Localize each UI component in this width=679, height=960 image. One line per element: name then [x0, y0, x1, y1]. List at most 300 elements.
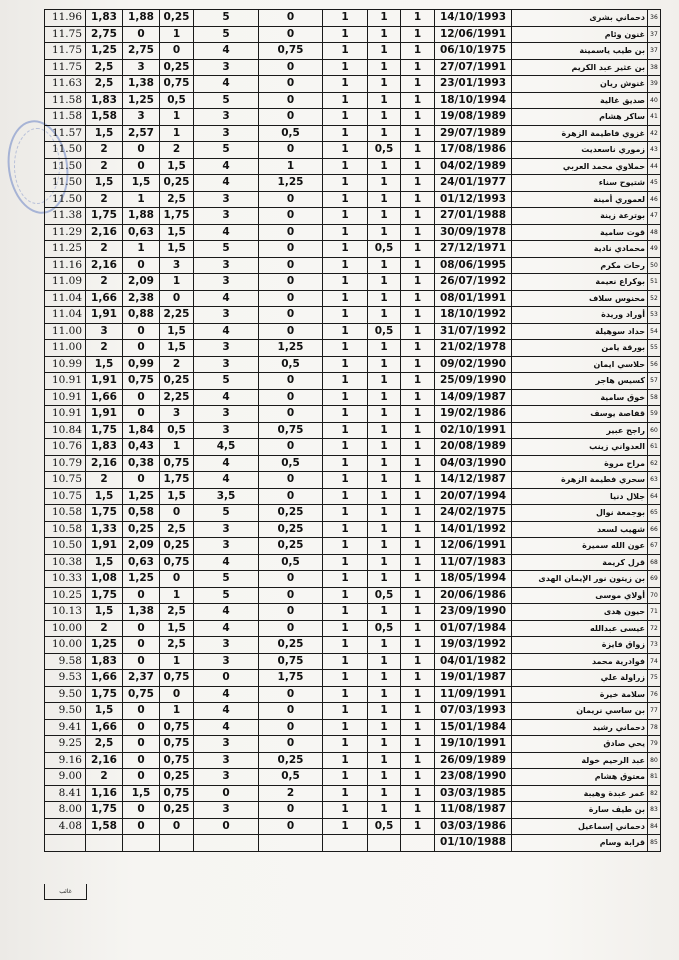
score-cell: 0,5 — [368, 620, 401, 637]
score-cell: 5 — [194, 373, 259, 390]
name-cell: حلاسي ايمان — [512, 356, 648, 373]
score-cell: 1 — [401, 406, 435, 423]
row-number-cell: 84 — [648, 818, 661, 835]
score-cell: 0,5 — [368, 818, 401, 835]
average-cell: 8.41 — [45, 785, 86, 802]
row-number-cell: 37 — [648, 43, 661, 60]
score-cell: 0 — [123, 752, 160, 769]
score-cell: 1 — [323, 719, 368, 736]
row-number-cell: 75 — [648, 670, 661, 687]
table-row — [45, 142, 661, 159]
table-row — [45, 488, 661, 505]
score-cell: 0 — [123, 653, 160, 670]
row-number-cell: 46 — [648, 191, 661, 208]
name-cell: بورقة يامن — [512, 340, 648, 357]
score-cell: 0 — [123, 769, 160, 786]
score-cell: 4 — [194, 224, 259, 241]
score-cell: 1 — [401, 76, 435, 93]
score-cell: 4 — [194, 719, 259, 736]
score-cell: 2,09 — [123, 274, 160, 291]
name-cell: بن طيب ياسمينة — [512, 43, 648, 60]
birthdate-cell: 08/06/1995 — [435, 257, 512, 274]
score-cell: 1 — [401, 26, 435, 43]
score-cell: 0,5 — [368, 323, 401, 340]
score-cell: 0,25 — [160, 769, 194, 786]
name-cell: راجح عبير — [512, 422, 648, 439]
average-cell: 11.75 — [45, 26, 86, 43]
score-cell: 2 — [259, 785, 323, 802]
score-cell: 1 — [401, 752, 435, 769]
birthdate-cell: 24/01/1977 — [435, 175, 512, 192]
birthdate-cell: 26/07/1992 — [435, 274, 512, 291]
score-cell: 1 — [401, 224, 435, 241]
score-cell: 0 — [259, 736, 323, 753]
row-number-cell: 50 — [648, 257, 661, 274]
score-cell: 0,5 — [160, 92, 194, 109]
score-cell: 2,5 — [86, 76, 123, 93]
table-row — [45, 818, 661, 835]
score-cell: 1 — [368, 472, 401, 489]
score-cell: 1,83 — [86, 439, 123, 456]
birthdate-cell: 20/07/1994 — [435, 488, 512, 505]
birthdate-cell: 14/12/1987 — [435, 472, 512, 489]
name-cell: قفاصة يوسف — [512, 406, 648, 423]
score-cell: 0 — [259, 604, 323, 621]
average-cell: 11.57 — [45, 125, 86, 142]
score-cell: 1 — [368, 505, 401, 522]
score-cell: 5 — [194, 26, 259, 43]
score-cell: 2 — [86, 191, 123, 208]
score-cell: 0,25 — [160, 538, 194, 555]
score-cell: 1 — [323, 505, 368, 522]
table-row — [45, 290, 661, 307]
table-row — [45, 604, 661, 621]
score-cell: 3 — [123, 109, 160, 126]
score-cell: 1,84 — [123, 422, 160, 439]
score-cell: 1 — [160, 587, 194, 604]
average-cell: 11.29 — [45, 224, 86, 241]
score-cell: 2 — [86, 769, 123, 786]
score-cell: 1 — [323, 26, 368, 43]
score-cell: 1 — [368, 686, 401, 703]
score-cell: 2,38 — [123, 290, 160, 307]
score-cell: 0 — [259, 703, 323, 720]
name-cell: محنوس سلاف — [512, 290, 648, 307]
score-cell: 1 — [323, 670, 368, 687]
name-cell: دحماني إسماعيل — [512, 818, 648, 835]
table-row — [45, 373, 661, 390]
row-number-cell: 38 — [648, 59, 661, 76]
row-number-cell: 37 — [648, 26, 661, 43]
score-cell: 0,58 — [123, 505, 160, 522]
average-cell: 9.50 — [45, 686, 86, 703]
average-cell: 11.04 — [45, 307, 86, 324]
row-number-cell: 49 — [648, 241, 661, 258]
birthdate-cell: 23/01/1993 — [435, 76, 512, 93]
name-cell: بوكراع نعيمة — [512, 274, 648, 291]
score-cell: 1,5 — [160, 620, 194, 637]
average-cell: 11.50 — [45, 158, 86, 175]
score-cell: 1 — [401, 59, 435, 76]
average-cell: 9.58 — [45, 653, 86, 670]
birthdate-cell: 12/06/1991 — [435, 26, 512, 43]
score-cell: 0 — [259, 472, 323, 489]
score-cell: 0 — [194, 670, 259, 687]
score-cell: 1 — [323, 224, 368, 241]
score-cell: 1 — [323, 208, 368, 225]
row-number-cell: 51 — [648, 274, 661, 291]
score-cell: 0 — [259, 571, 323, 588]
birthdate-cell: 12/06/1991 — [435, 538, 512, 555]
birthdate-cell: 19/08/1989 — [435, 109, 512, 126]
score-cell: 0 — [259, 191, 323, 208]
table-row — [45, 571, 661, 588]
score-cell: 1,75 — [86, 422, 123, 439]
score-cell: 2 — [86, 241, 123, 258]
score-cell: 4 — [194, 604, 259, 621]
birthdate-cell: 18/10/1994 — [435, 92, 512, 109]
score-cell: 1 — [323, 571, 368, 588]
score-cell: 1 — [368, 373, 401, 390]
average-cell: 10.75 — [45, 488, 86, 505]
score-cell: 1 — [323, 818, 368, 835]
score-cell: 1 — [368, 307, 401, 324]
score-cell: 1 — [368, 736, 401, 753]
table-row — [45, 76, 661, 93]
score-cell: 1 — [401, 307, 435, 324]
row-number-cell: 45 — [648, 175, 661, 192]
birthdate-cell: 14/09/1987 — [435, 389, 512, 406]
score-cell: 0,75 — [160, 752, 194, 769]
score-cell: 1 — [323, 455, 368, 472]
birthdate-cell: 02/10/1991 — [435, 422, 512, 439]
score-cell: 1 — [368, 224, 401, 241]
score-cell: 1 — [323, 620, 368, 637]
score-cell: 0,25 — [160, 10, 194, 27]
score-cell: 1,5 — [86, 604, 123, 621]
score-cell — [194, 835, 259, 852]
table-row — [45, 158, 661, 175]
average-cell: 11.63 — [45, 76, 86, 93]
score-cell: 1 — [368, 356, 401, 373]
score-cell: 2,5 — [160, 521, 194, 538]
score-cell: 0 — [259, 587, 323, 604]
score-cell: 1,83 — [86, 653, 123, 670]
average-cell: 9.41 — [45, 719, 86, 736]
score-cell: 1,75 — [86, 587, 123, 604]
score-cell: 1 — [401, 43, 435, 60]
score-cell: 5 — [194, 587, 259, 604]
score-cell: 3 — [123, 59, 160, 76]
table-row — [45, 208, 661, 225]
score-cell: 1 — [368, 43, 401, 60]
score-cell: 3 — [194, 406, 259, 423]
score-cell: 1 — [323, 290, 368, 307]
birthdate-cell: 20/06/1986 — [435, 587, 512, 604]
score-cell: 1 — [401, 785, 435, 802]
score-cell: 1 — [323, 191, 368, 208]
score-cell: 1 — [323, 142, 368, 159]
score-cell: 2,09 — [123, 538, 160, 555]
table-row — [45, 422, 661, 439]
score-cell: 3 — [160, 257, 194, 274]
average-cell: 9.50 — [45, 703, 86, 720]
score-cell: 1,5 — [86, 125, 123, 142]
score-cell: 3 — [194, 109, 259, 126]
name-cell: زواق فايزة — [512, 637, 648, 654]
table-row — [45, 92, 661, 109]
score-cell: 2,16 — [86, 224, 123, 241]
score-cell: 1 — [323, 736, 368, 753]
score-cell: 0,63 — [123, 224, 160, 241]
name-cell: غنون وئام — [512, 26, 648, 43]
birthdate-cell: 20/08/1989 — [435, 439, 512, 456]
table-row — [45, 505, 661, 522]
score-cell: 0 — [123, 703, 160, 720]
score-cell: 1 — [368, 125, 401, 142]
score-cell: 1,33 — [86, 521, 123, 538]
average-cell: 11.50 — [45, 191, 86, 208]
birthdate-cell: 31/07/1992 — [435, 323, 512, 340]
table-row — [45, 653, 661, 670]
table-row — [45, 224, 661, 241]
score-cell: 1,91 — [86, 406, 123, 423]
row-number-cell: 53 — [648, 307, 661, 324]
score-cell — [401, 835, 435, 852]
name-cell: قوت سامية — [512, 224, 648, 241]
score-cell: 1 — [401, 472, 435, 489]
score-cell: 1,5 — [160, 158, 194, 175]
score-cell: 1,25 — [123, 488, 160, 505]
score-cell: 1 — [401, 670, 435, 687]
score-cell: 1,25 — [259, 340, 323, 357]
score-cell: 1 — [323, 373, 368, 390]
score-cell: 4 — [194, 455, 259, 472]
score-cell: 1 — [323, 703, 368, 720]
score-cell: 0,5 — [368, 587, 401, 604]
birthdate-cell: 11/09/1991 — [435, 686, 512, 703]
birthdate-cell: 27/01/1988 — [435, 208, 512, 225]
score-cell: 0,75 — [123, 373, 160, 390]
score-cell: 0 — [123, 406, 160, 423]
score-cell: 1 — [401, 158, 435, 175]
score-cell: 1,66 — [86, 670, 123, 687]
score-cell: 0 — [123, 158, 160, 175]
score-cell: 0,75 — [259, 422, 323, 439]
score-cell: 0,5 — [259, 554, 323, 571]
birthdate-cell: 19/03/1992 — [435, 637, 512, 654]
row-number-cell: 70 — [648, 587, 661, 604]
score-cell: 1 — [401, 340, 435, 357]
score-cell: 1 — [368, 191, 401, 208]
birthdate-cell: 01/10/1988 — [435, 835, 512, 852]
score-cell: 1 — [368, 653, 401, 670]
score-cell: 0 — [123, 587, 160, 604]
score-cell: 1 — [323, 125, 368, 142]
score-cell: 0,75 — [160, 455, 194, 472]
score-cell: 0 — [259, 142, 323, 159]
score-cell: 0 — [259, 257, 323, 274]
name-cell: عيسى عبدالله — [512, 620, 648, 637]
score-cell: 1 — [323, 257, 368, 274]
birthdate-cell: 03/03/1985 — [435, 785, 512, 802]
row-number-cell: 54 — [648, 323, 661, 340]
name-cell: حيون هدى — [512, 604, 648, 621]
score-cell: 1,75 — [160, 208, 194, 225]
row-number-cell: 39 — [648, 76, 661, 93]
score-cell: 4 — [194, 472, 259, 489]
score-cell: 1 — [401, 241, 435, 258]
average-cell: 10.84 — [45, 422, 86, 439]
score-cell: 2 — [86, 274, 123, 291]
score-cell: 3 — [194, 752, 259, 769]
name-cell: عمر عبدة وهيبة — [512, 785, 648, 802]
score-cell: 2,57 — [123, 125, 160, 142]
row-number-cell: 36 — [648, 10, 661, 27]
score-cell: 5 — [194, 92, 259, 109]
score-cell: 0 — [194, 785, 259, 802]
score-cell: 1,5 — [123, 785, 160, 802]
score-cell: 1 — [401, 538, 435, 555]
score-cell: 1 — [368, 703, 401, 720]
score-cell: 3 — [194, 307, 259, 324]
table-row — [45, 323, 661, 340]
score-cell: 1 — [368, 439, 401, 456]
average-cell: 10.75 — [45, 472, 86, 489]
score-cell: 1,5 — [160, 340, 194, 357]
score-cell: 1 — [323, 76, 368, 93]
birthdate-cell: 11/07/1983 — [435, 554, 512, 571]
score-cell: 0,75 — [259, 43, 323, 60]
score-cell: 1,38 — [123, 76, 160, 93]
row-number-cell: 40 — [648, 92, 661, 109]
birthdate-cell: 04/03/1990 — [435, 455, 512, 472]
score-cell: 1,83 — [86, 92, 123, 109]
average-cell: 11.75 — [45, 59, 86, 76]
score-cell: 3 — [194, 340, 259, 357]
score-cell — [323, 835, 368, 852]
table-row — [45, 620, 661, 637]
table-row — [45, 257, 661, 274]
score-cell: 1 — [323, 59, 368, 76]
score-cell: 0 — [259, 92, 323, 109]
score-cell — [160, 835, 194, 852]
score-cell: 1 — [401, 488, 435, 505]
birthdate-cell: 15/01/1984 — [435, 719, 512, 736]
score-cell: 1 — [368, 340, 401, 357]
score-cell: 0,5 — [368, 142, 401, 159]
score-cell: 0,5 — [259, 125, 323, 142]
score-cell: 1 — [401, 257, 435, 274]
absent-label: غائب — [44, 884, 87, 900]
score-cell: 2 — [86, 472, 123, 489]
score-cell: 1 — [323, 637, 368, 654]
score-cell: 3 — [194, 736, 259, 753]
table-row — [45, 439, 661, 456]
score-cell: 1 — [123, 191, 160, 208]
score-cell: 1 — [401, 175, 435, 192]
average-cell: 4.08 — [45, 818, 86, 835]
score-cell: 1 — [323, 307, 368, 324]
average-cell: 10.38 — [45, 554, 86, 571]
score-cell: 1 — [368, 521, 401, 538]
score-cell: 1 — [323, 43, 368, 60]
score-cell: 1,58 — [86, 109, 123, 126]
score-cell — [368, 835, 401, 852]
score-cell: 1 — [323, 389, 368, 406]
name-cell: ساكر هشام — [512, 109, 648, 126]
score-cell: 1,5 — [160, 488, 194, 505]
score-cell: 1 — [401, 356, 435, 373]
score-cell: 1 — [368, 752, 401, 769]
row-number-cell: 76 — [648, 686, 661, 703]
row-number-cell: 82 — [648, 785, 661, 802]
name-cell: معتوق هشام — [512, 769, 648, 786]
name-cell: محمادي نادية — [512, 241, 648, 258]
score-cell: 2,5 — [160, 637, 194, 654]
table-row — [45, 769, 661, 786]
score-cell: 1,66 — [86, 719, 123, 736]
score-cell: 1 — [401, 587, 435, 604]
score-cell: 1,66 — [86, 389, 123, 406]
row-number-cell: 60 — [648, 422, 661, 439]
score-cell: 1 — [368, 208, 401, 225]
score-cell: 1,25 — [259, 175, 323, 192]
score-cell: 2,25 — [160, 389, 194, 406]
score-cell: 1,08 — [86, 571, 123, 588]
row-number-cell: 68 — [648, 554, 661, 571]
birthdate-cell: 04/02/1989 — [435, 158, 512, 175]
score-cell: 1 — [401, 274, 435, 291]
birthdate-cell: 19/02/1986 — [435, 406, 512, 423]
score-cell: 1 — [323, 752, 368, 769]
table-row — [45, 109, 661, 126]
score-cell: 1 — [323, 538, 368, 555]
table-row — [45, 175, 661, 192]
score-cell: 1 — [401, 109, 435, 126]
score-cell: 1,88 — [123, 208, 160, 225]
table-row — [45, 521, 661, 538]
score-cell: 3 — [194, 521, 259, 538]
score-cell: 1 — [368, 389, 401, 406]
score-cell: 1 — [401, 554, 435, 571]
score-cell: 1 — [401, 637, 435, 654]
birthdate-cell: 08/01/1991 — [435, 290, 512, 307]
birthdate-cell: 18/10/1992 — [435, 307, 512, 324]
score-cell: 1 — [368, 109, 401, 126]
score-cell: 0 — [123, 472, 160, 489]
score-cell: 1 — [160, 653, 194, 670]
birthdate-cell: 21/02/1978 — [435, 340, 512, 357]
score-cell: 1 — [323, 785, 368, 802]
average-cell: 10.25 — [45, 587, 86, 604]
average-cell: 10.33 — [45, 571, 86, 588]
score-cell: 1 — [368, 26, 401, 43]
score-cell: 2,5 — [160, 191, 194, 208]
average-cell: 10.13 — [45, 604, 86, 621]
score-cell: 0 — [123, 736, 160, 753]
average-cell: 10.00 — [45, 620, 86, 637]
score-cell: 1 — [401, 604, 435, 621]
average-cell: 9.53 — [45, 670, 86, 687]
score-cell: 0 — [259, 389, 323, 406]
name-cell: حداد سوهيلة — [512, 323, 648, 340]
score-cell: 4 — [194, 323, 259, 340]
score-cell: 0,25 — [160, 175, 194, 192]
score-cell: 1,75 — [86, 208, 123, 225]
score-cell: 1 — [160, 274, 194, 291]
score-cell: 0,5 — [259, 769, 323, 786]
